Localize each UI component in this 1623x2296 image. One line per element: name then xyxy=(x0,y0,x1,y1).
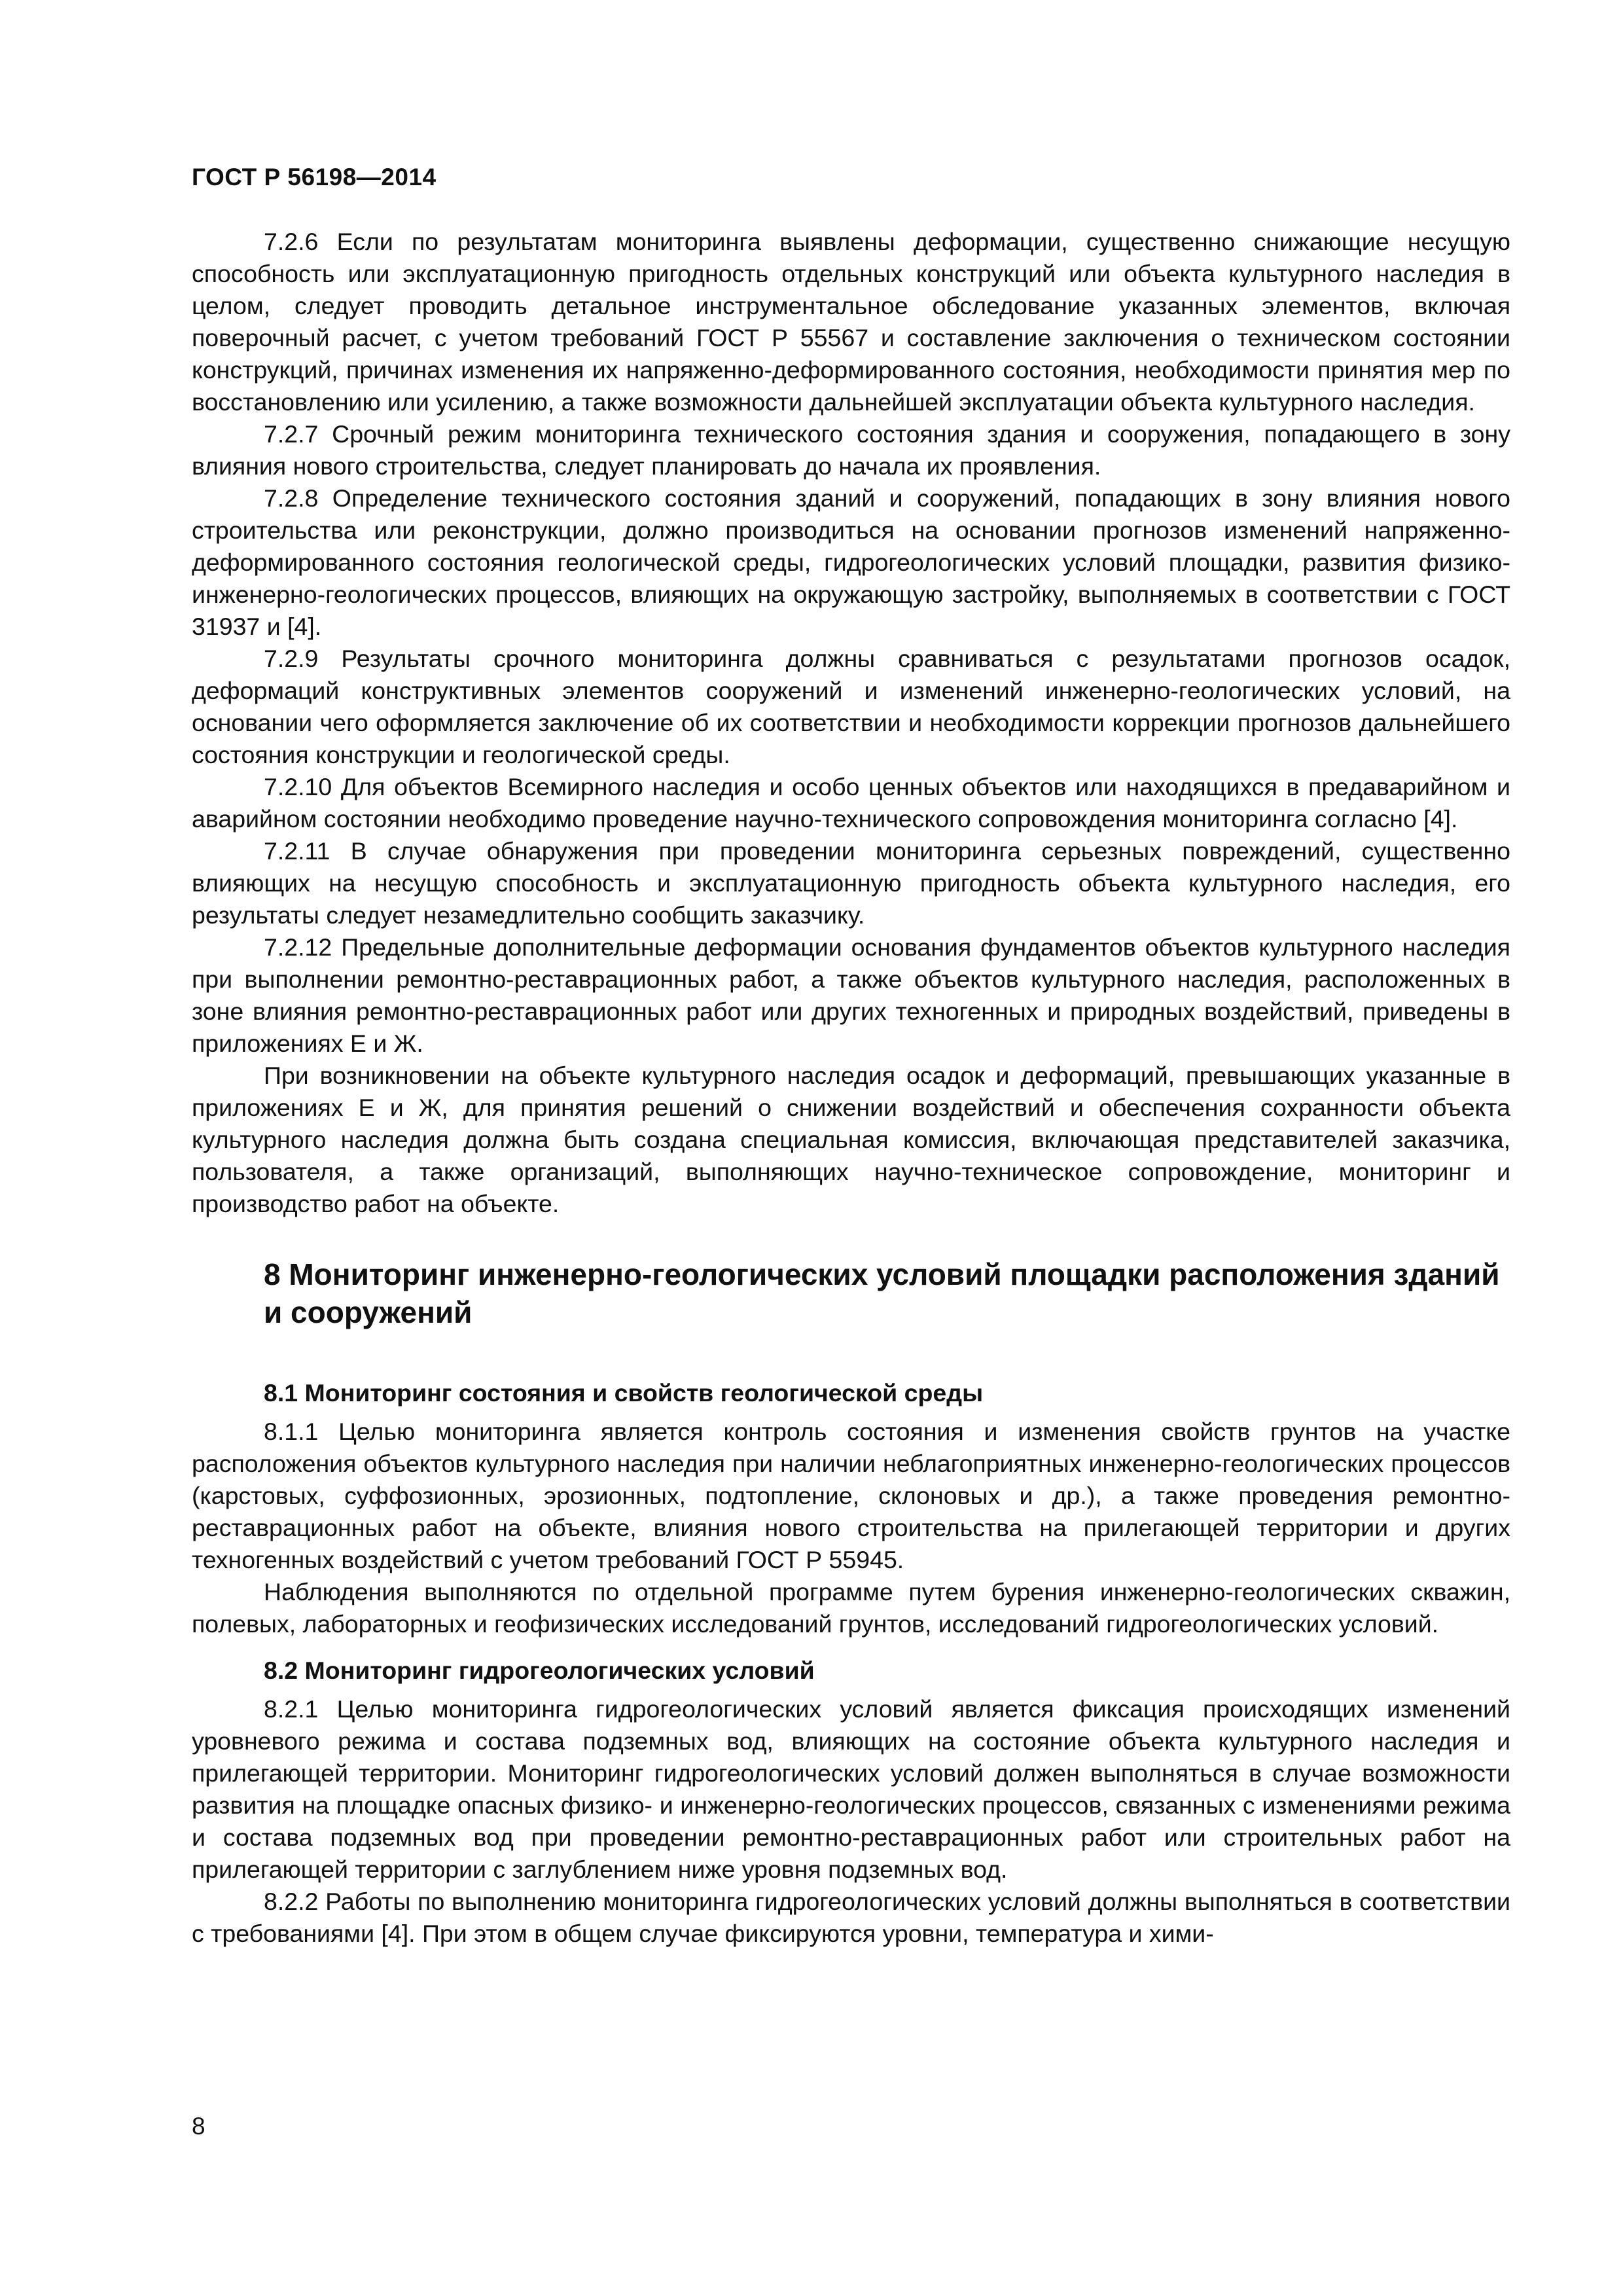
section-8-title: 8 Мониторинг инженерно-геологических условий площадки расположения зданий и сооружений xyxy=(264,1257,1500,1329)
paragraph-8-2-2: 8.2.2 Работы по выполнению мониторинга гидрогеологических условий должны выполняться в соответствии с требованиями [4]. При этом в общем случае фиксируются уровни, температура и хими- xyxy=(192,1888,1510,1947)
subsection-8-1-title: 8.1 Мониторинг состояния и свойств геологической среды xyxy=(264,1379,984,1407)
paragraph-7-2-12: 7.2.12 Предельные дополнительные деформации основания фундаментов объектов культурного наследия при выполнении ремонтно-реставрационных работ, а также объектов культурного наследия, расположенных в зоне влияния ремонтно-реставрационных работ или других техногенных и природных воздействий, приведены в приложениях Е и Ж. xyxy=(192,933,1510,1057)
subsection-8-2-title: 8.2 Мониторинг гидрогеологических условий xyxy=(264,1657,815,1684)
paragraph-7-2-9: 7.2.9 Результаты срочного мониторинга должны сравниваться с результатами прогнозов осадок, деформаций конструктивных элементов сооружений и изменений инженерно-геологических условий, на основании чего оформляется заключение об их соответствии и необходимости коррекции прогнозов дальнейшего состояния конструкции и геологической среды. xyxy=(192,645,1510,768)
paragraph-observations: Наблюдения выполняются по отдельной программе путем бурения инженерно-геологических скважин, полевых, лабораторных и геофизических исследований грунтов, исследований гидрогеологических условий. xyxy=(192,1578,1510,1638)
paragraph-8-1-1: 8.1.1 Целью мониторинга является контроль состояния и изменения свойств грунтов на участке расположения объектов культурного наследия при наличии неблагоприятных инженерно-геологических процессов (карстовых, суффозионных, эрозионных, подтопление, склоновых и др.), а также проведения ремонтно-реставрационных работ на объекте, влияния нового строительства на прилегающей территории и других техногенных воздействий с учетом требований ГОСТ Р 55945. xyxy=(192,1418,1510,1573)
paragraph-7-2-8: 7.2.8 Определение технического состояния зданий и сооружений, попадающих в зону влияния нового строительства или реконструкции, должно производиться на основании прогнозов изменений напряженно-деформированного состояния геологической среды, гидрогеологических условий площадки, развития физико-инженерно-геологических процессов, влияющих на окружающую застройку, выполняемых в соответствии с ГОСТ 31937 и [4]. xyxy=(192,484,1510,640)
paragraph-commission: При возникновении на объекте культурного наследия осадок и деформаций, превышающих указанные в приложениях Е и Ж, для принятия решений о снижении воздействий и обеспечения сохранности объекта культурного наследия должна быть создана специальная комиссия, включающая представителей заказчика, пользователя, а также организаций, выполняющих научно-техническое сопровождение, мониторинг и производство работ на объекте. xyxy=(192,1062,1510,1217)
paragraph-8-2-1: 8.2.1 Целью мониторинга гидрогеологических условий является фиксация происходящих изменений уровневого режима и состава подземных вод, влияющих на состояние объекта культурного наследия и прилегающей территории. Мониторинг гидрогеологических условий должен выполняться в случае возможности развития на площадке опасных физико- и инженерно-геологических процессов, связанных с изменениями режима и состава подземных вод при проведении ремонтно-реставрационных работ или строительных работ на прилегающей территории с заглублением ниже уровня подземных вод. xyxy=(192,1695,1510,1883)
paragraph-7-2-11: 7.2.11 В случае обнаружения при проведении мониторинга серьезных повреждений, существенно влияющих на несущую способность и эксплуатационную пригодность объекта культурного наследия, его результаты следует незамедлительно сообщить заказчику. xyxy=(192,837,1510,929)
page-number: 8 xyxy=(192,2113,205,2140)
document-header-id: ГОСТ Р 56198—2014 xyxy=(192,164,437,190)
paragraph-7-2-7: 7.2.7 Срочный режим мониторинга технического состояния здания и сооружения, попадающего в зону влияния нового строительства, следует планировать до начала их проявления. xyxy=(192,420,1510,480)
paragraph-7-2-6: 7.2.6 Если по результатам мониторинга выявлены деформации, существенно снижающие несущую способность или эксплуатационную пригодность отдельных конструкций или объекта культурного наследия в целом, следует проводить детальное инструментальное обследование указанных элементов, включая поверочный расчет, с учетом требований ГОСТ Р 55567 и составление заключения о техническом состоянии конструкций, причинах изменения их напряженно-деформированного состояния, необходимости принятия мер по восстановлению или усилению, а также возможности дальнейшей эксплуатации объекта культурного наследия. xyxy=(192,228,1510,416)
paragraph-7-2-10: 7.2.10 Для объектов Всемирного наследия и особо ценных объектов или находящихся в предаварийном и аварийном состоянии необходимо проведение научно-технического сопровождения мониторинга согласно [4]. xyxy=(192,773,1510,833)
document-body xyxy=(192,226,1510,1950)
